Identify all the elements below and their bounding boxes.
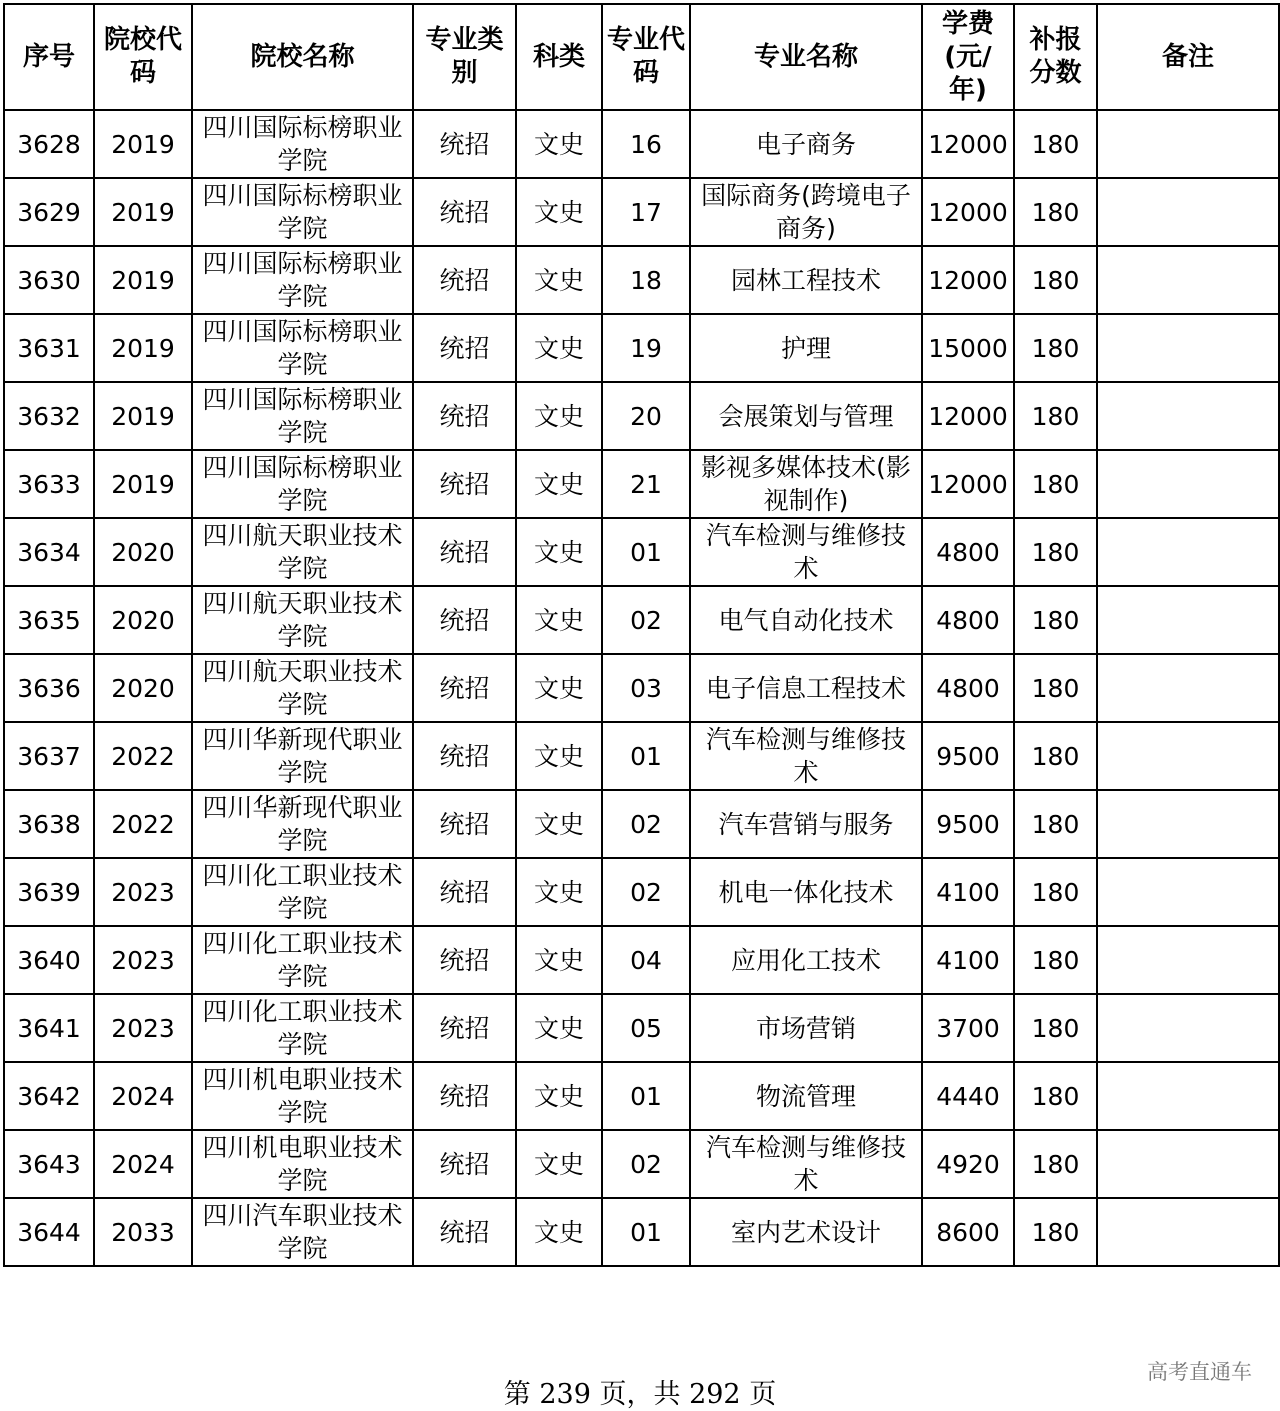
col-remarks-cell [1097, 858, 1279, 926]
col-score-cell: 180 [1014, 994, 1097, 1062]
col-category-cell: 统招 [413, 994, 516, 1062]
col-major-code-cell: 03 [602, 654, 690, 722]
col-tuition-cell: 4100 [922, 858, 1014, 926]
col-remarks-cell [1097, 1130, 1279, 1198]
col-tuition-cell: 12000 [922, 110, 1014, 178]
col-subject-cell: 文史 [516, 586, 602, 654]
col-score-cell: 180 [1014, 1130, 1097, 1198]
col-major-name-cell: 汽车检测与维修技术 [690, 722, 922, 790]
page-footer: 第 239 页，共 292 页 [503, 1379, 777, 1410]
col-major-code-cell: 02 [602, 858, 690, 926]
col-school-code-cell: 2019 [94, 178, 192, 246]
col-major-code-cell: 04 [602, 926, 690, 994]
col-remarks-cell [1097, 586, 1279, 654]
col-school-code-cell: 2022 [94, 790, 192, 858]
col-school-name-header: 院校名称 [192, 4, 413, 110]
col-remarks-cell [1097, 110, 1279, 178]
col-school-code-cell: 2019 [94, 110, 192, 178]
col-school-name-cell: 四川国际标榜职业学院 [192, 246, 413, 314]
col-school-name-cell: 四川国际标榜职业学院 [192, 178, 413, 246]
col-tuition-cell: 12000 [922, 178, 1014, 246]
col-major-code-cell: 01 [602, 518, 690, 586]
col-major-name-cell: 汽车检测与维修技术 [690, 1130, 922, 1198]
col-major-name-cell: 汽车检测与维修技术 [690, 518, 922, 586]
col-index-cell: 3634 [4, 518, 94, 586]
col-category-cell: 统招 [413, 178, 516, 246]
col-index-cell: 3631 [4, 314, 94, 382]
col-tuition-cell: 9500 [922, 790, 1014, 858]
col-score-cell: 180 [1014, 1198, 1097, 1266]
col-remarks-header: 备注 [1097, 4, 1279, 110]
col-school-name-cell: 四川化工职业技术学院 [192, 994, 413, 1062]
col-major-name-cell: 机电一体化技术 [690, 858, 922, 926]
col-score-cell: 180 [1014, 722, 1097, 790]
table-row [4, 586, 1279, 654]
table-row [4, 722, 1279, 790]
col-remarks-cell [1097, 926, 1279, 994]
col-school-name-cell: 四川华新现代职业学院 [192, 722, 413, 790]
col-index-cell: 3639 [4, 858, 94, 926]
col-major-code-cell: 20 [602, 382, 690, 450]
col-subject-cell: 文史 [516, 994, 602, 1062]
col-index-cell: 3643 [4, 1130, 94, 1198]
col-category-cell: 统招 [413, 246, 516, 314]
col-school-code-cell: 2019 [94, 246, 192, 314]
col-score-cell: 180 [1014, 1062, 1097, 1130]
col-score-cell: 180 [1014, 314, 1097, 382]
col-category-cell: 统招 [413, 110, 516, 178]
col-subject-cell: 文史 [516, 1198, 602, 1266]
table-row [4, 110, 1279, 178]
col-major-code-cell: 19 [602, 314, 690, 382]
col-index-cell: 3642 [4, 1062, 94, 1130]
table-row [4, 858, 1279, 926]
col-major-name-cell: 汽车营销与服务 [690, 790, 922, 858]
col-category-cell: 统招 [413, 586, 516, 654]
col-category-cell: 统招 [413, 654, 516, 722]
col-major-code-cell: 16 [602, 110, 690, 178]
col-remarks-cell [1097, 1198, 1279, 1266]
col-major-name-cell: 应用化工技术 [690, 926, 922, 994]
col-school-code-header: 院校代码 [94, 4, 192, 110]
col-category-cell: 统招 [413, 314, 516, 382]
col-major-code-cell: 17 [602, 178, 690, 246]
col-index-cell: 3635 [4, 586, 94, 654]
col-tuition-cell: 15000 [922, 314, 1014, 382]
col-major-code-cell: 02 [602, 586, 690, 654]
col-index-cell: 3637 [4, 722, 94, 790]
col-major-code-cell: 01 [602, 1198, 690, 1266]
col-school-code-cell: 2024 [94, 1130, 192, 1198]
col-tuition-cell: 4100 [922, 926, 1014, 994]
col-school-name-cell: 四川国际标榜职业学院 [192, 314, 413, 382]
col-subject-cell: 文史 [516, 722, 602, 790]
col-school-name-cell: 四川机电职业技术学院 [192, 1062, 413, 1130]
table-row [4, 450, 1279, 518]
col-tuition-cell: 12000 [922, 246, 1014, 314]
col-remarks-cell [1097, 314, 1279, 382]
col-major-code-cell: 02 [602, 790, 690, 858]
col-remarks-cell [1097, 1062, 1279, 1130]
col-index-cell: 3644 [4, 1198, 94, 1266]
col-major-name-cell: 电子信息工程技术 [690, 654, 922, 722]
col-index-cell: 3632 [4, 382, 94, 450]
col-school-code-cell: 2023 [94, 994, 192, 1062]
col-school-code-cell: 2020 [94, 518, 192, 586]
table-row [4, 518, 1279, 586]
col-index-cell: 3629 [4, 178, 94, 246]
col-subject-cell: 文史 [516, 178, 602, 246]
col-tuition-cell: 4800 [922, 586, 1014, 654]
table-row [4, 926, 1279, 994]
col-major-name-cell: 电子商务 [690, 110, 922, 178]
table-row [4, 654, 1279, 722]
table-row [4, 178, 1279, 246]
col-index-cell: 3633 [4, 450, 94, 518]
col-school-name-cell: 四川机电职业技术学院 [192, 1130, 413, 1198]
col-index-cell: 3630 [4, 246, 94, 314]
col-remarks-cell [1097, 790, 1279, 858]
col-subject-header: 科类 [516, 4, 602, 110]
col-major-code-cell: 01 [602, 1062, 690, 1130]
col-remarks-cell [1097, 382, 1279, 450]
col-score-cell: 180 [1014, 178, 1097, 246]
admission-table [3, 3, 1280, 1267]
col-score-cell: 180 [1014, 110, 1097, 178]
col-school-code-cell: 2023 [94, 926, 192, 994]
col-tuition-cell: 3700 [922, 994, 1014, 1062]
col-subject-cell: 文史 [516, 926, 602, 994]
table-row [4, 246, 1279, 314]
col-major-name-cell: 会展策划与管理 [690, 382, 922, 450]
col-school-code-cell: 2024 [94, 1062, 192, 1130]
col-major-code-cell: 05 [602, 994, 690, 1062]
col-subject-cell: 文史 [516, 314, 602, 382]
col-school-name-cell: 四川国际标榜职业学院 [192, 382, 413, 450]
col-school-name-cell: 四川航天职业技术学院 [192, 654, 413, 722]
watermark: 高考直通车 [1147, 1360, 1252, 1384]
col-remarks-cell [1097, 246, 1279, 314]
table-row [4, 1198, 1279, 1266]
col-category-cell: 统招 [413, 1130, 516, 1198]
col-school-name-cell: 四川航天职业技术学院 [192, 518, 413, 586]
col-subject-cell: 文史 [516, 1130, 602, 1198]
col-major-name-cell: 国际商务(跨境电子商务) [690, 178, 922, 246]
col-tuition-cell: 12000 [922, 382, 1014, 450]
col-tuition-cell: 4440 [922, 1062, 1014, 1130]
col-remarks-cell [1097, 178, 1279, 246]
col-index-cell: 3641 [4, 994, 94, 1062]
col-subject-cell: 文史 [516, 246, 602, 314]
table-row [4, 382, 1279, 450]
col-major-name-cell: 市场营销 [690, 994, 922, 1062]
col-category-cell: 统招 [413, 450, 516, 518]
col-major-name-cell: 护理 [690, 314, 922, 382]
col-score-header: 补报分数 [1014, 4, 1097, 110]
col-index-header: 序号 [4, 4, 94, 110]
col-subject-cell: 文史 [516, 110, 602, 178]
col-index-cell: 3636 [4, 654, 94, 722]
col-major-code-header: 专业代码 [602, 4, 690, 110]
col-major-name-cell: 室内艺术设计 [690, 1198, 922, 1266]
col-school-code-cell: 2020 [94, 654, 192, 722]
header-row [4, 4, 1279, 110]
col-school-name-cell: 四川化工职业技术学院 [192, 858, 413, 926]
col-category-cell: 统招 [413, 722, 516, 790]
col-tuition-cell: 8600 [922, 1198, 1014, 1266]
col-score-cell: 180 [1014, 586, 1097, 654]
col-index-cell: 3638 [4, 790, 94, 858]
col-major-name-cell: 影视多媒体技术(影视制作) [690, 450, 922, 518]
col-major-name-cell: 物流管理 [690, 1062, 922, 1130]
table-row [4, 790, 1279, 858]
col-school-code-cell: 2019 [94, 450, 192, 518]
col-tuition-cell: 12000 [922, 450, 1014, 518]
col-category-cell: 统招 [413, 382, 516, 450]
col-score-cell: 180 [1014, 858, 1097, 926]
col-category-cell: 统招 [413, 1062, 516, 1130]
col-category-cell: 统招 [413, 790, 516, 858]
col-major-name-header: 专业名称 [690, 4, 922, 110]
col-major-code-cell: 01 [602, 722, 690, 790]
col-index-cell: 3628 [4, 110, 94, 178]
col-major-code-cell: 21 [602, 450, 690, 518]
col-school-code-cell: 2023 [94, 858, 192, 926]
col-school-name-cell: 四川国际标榜职业学院 [192, 450, 413, 518]
col-remarks-cell [1097, 654, 1279, 722]
col-subject-cell: 文史 [516, 858, 602, 926]
col-score-cell: 180 [1014, 450, 1097, 518]
col-major-name-cell: 园林工程技术 [690, 246, 922, 314]
col-major-code-cell: 02 [602, 1130, 690, 1198]
col-category-cell: 统招 [413, 926, 516, 994]
col-subject-cell: 文史 [516, 382, 602, 450]
col-school-code-cell: 2019 [94, 382, 192, 450]
col-score-cell: 180 [1014, 382, 1097, 450]
col-school-name-cell: 四川航天职业技术学院 [192, 586, 413, 654]
table-row [4, 994, 1279, 1062]
col-school-name-cell: 四川化工职业技术学院 [192, 926, 413, 994]
col-index-cell: 3640 [4, 926, 94, 994]
col-school-code-cell: 2022 [94, 722, 192, 790]
col-school-code-cell: 2033 [94, 1198, 192, 1266]
col-remarks-cell [1097, 994, 1279, 1062]
col-score-cell: 180 [1014, 790, 1097, 858]
col-school-name-cell: 四川华新现代职业学院 [192, 790, 413, 858]
col-category-cell: 统招 [413, 518, 516, 586]
col-score-cell: 180 [1014, 926, 1097, 994]
col-remarks-cell [1097, 518, 1279, 586]
col-school-name-cell: 四川国际标榜职业学院 [192, 110, 413, 178]
table-row [4, 1130, 1279, 1198]
col-tuition-header: 学费(元/年) [922, 4, 1014, 110]
col-school-name-cell: 四川汽车职业技术学院 [192, 1198, 413, 1266]
col-school-code-cell: 2019 [94, 314, 192, 382]
table-row [4, 1062, 1279, 1130]
table-body [4, 110, 1279, 1266]
table-row [4, 314, 1279, 382]
col-tuition-cell: 9500 [922, 722, 1014, 790]
col-subject-cell: 文史 [516, 790, 602, 858]
col-subject-cell: 文史 [516, 450, 602, 518]
col-score-cell: 180 [1014, 518, 1097, 586]
col-category-header: 专业类别 [413, 4, 516, 110]
col-subject-cell: 文史 [516, 1062, 602, 1130]
col-major-name-cell: 电气自动化技术 [690, 586, 922, 654]
col-category-cell: 统招 [413, 858, 516, 926]
col-subject-cell: 文史 [516, 654, 602, 722]
col-remarks-cell [1097, 722, 1279, 790]
col-subject-cell: 文史 [516, 518, 602, 586]
col-remarks-cell [1097, 450, 1279, 518]
col-score-cell: 180 [1014, 654, 1097, 722]
col-category-cell: 统招 [413, 1198, 516, 1266]
col-major-code-cell: 18 [602, 246, 690, 314]
col-tuition-cell: 4920 [922, 1130, 1014, 1198]
col-score-cell: 180 [1014, 246, 1097, 314]
col-tuition-cell: 4800 [922, 518, 1014, 586]
col-tuition-cell: 4800 [922, 654, 1014, 722]
col-school-code-cell: 2020 [94, 586, 192, 654]
